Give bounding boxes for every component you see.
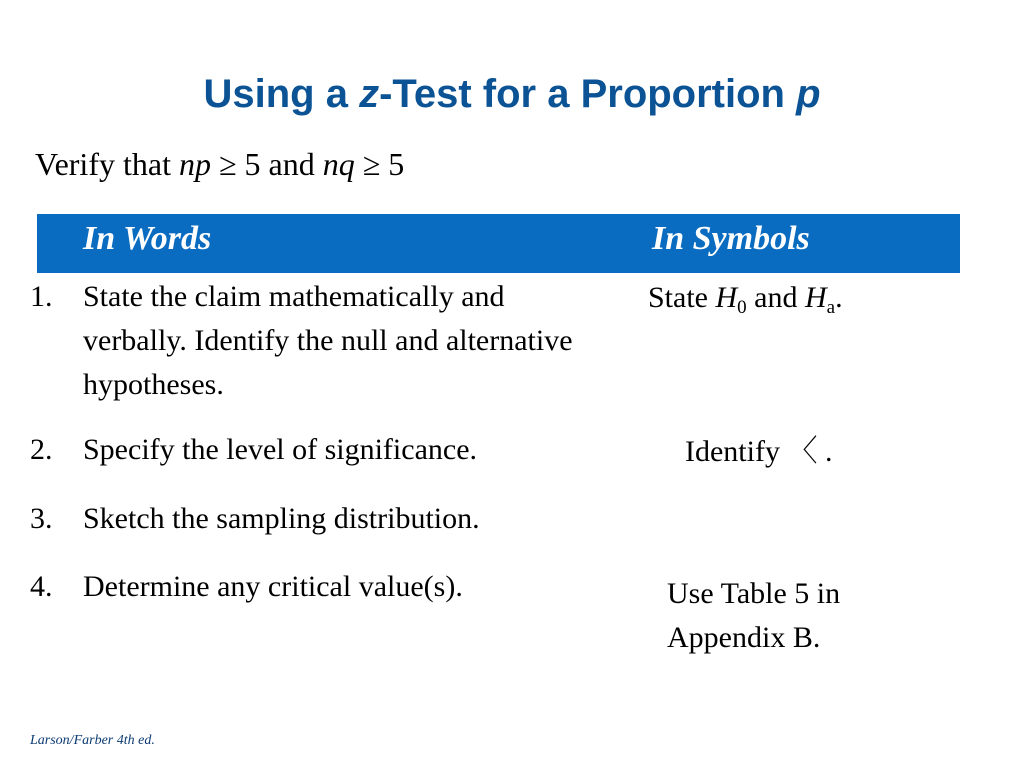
- title-p-variable: p: [796, 72, 821, 116]
- title-z-variable: z: [359, 72, 380, 116]
- step-1-number: 1.: [30, 280, 53, 313]
- verify-condition: [35, 146, 404, 183]
- slide-title: [0, 72, 1024, 117]
- symbol-step-1: [648, 276, 843, 320]
- symbol-1-sub-0: 0: [737, 297, 747, 318]
- step-1-text: State the claim mathematically and verbally. Identify the null and alternative hypotheses.: [83, 280, 573, 401]
- header-in-words: In Words: [83, 220, 212, 257]
- verify-nq: nq: [322, 146, 355, 182]
- verify-text-1: Verify that: [35, 146, 179, 182]
- symbol-step-4: Use Table 5 in Appendix B.: [667, 577, 841, 654]
- symbol-step-2: Identify 〈 .: [685, 435, 833, 468]
- title-prefix: Using a: [203, 72, 360, 116]
- verify-text-2: ≥ 5 and: [210, 146, 323, 182]
- symbol-1-period: .: [835, 281, 843, 314]
- symbol-1-state: State: [648, 281, 716, 314]
- symbol-1-h0: H: [715, 281, 738, 314]
- symbol-1-sub-a: a: [826, 297, 836, 318]
- symbol-1-and: and: [746, 281, 805, 314]
- verify-np: np: [178, 146, 211, 182]
- header-in-symbols: In Symbols: [652, 220, 810, 257]
- step-2-number: 2.: [30, 433, 53, 466]
- step-4-text: Determine any critical value(s).: [83, 570, 463, 603]
- step-2-text: Specify the level of significance.: [83, 433, 478, 466]
- title-middle: -Test for a Proportion: [379, 72, 797, 116]
- symbol-1-ha: H: [805, 281, 827, 314]
- step-3-text: Sketch the sampling distribution.: [83, 502, 480, 535]
- verify-text-3: ≥ 5: [354, 146, 405, 182]
- step-3-number: 3.: [30, 502, 53, 535]
- footer-citation: Larson/Farber 4th ed.: [30, 733, 155, 748]
- step-4-number: 4.: [30, 570, 53, 603]
